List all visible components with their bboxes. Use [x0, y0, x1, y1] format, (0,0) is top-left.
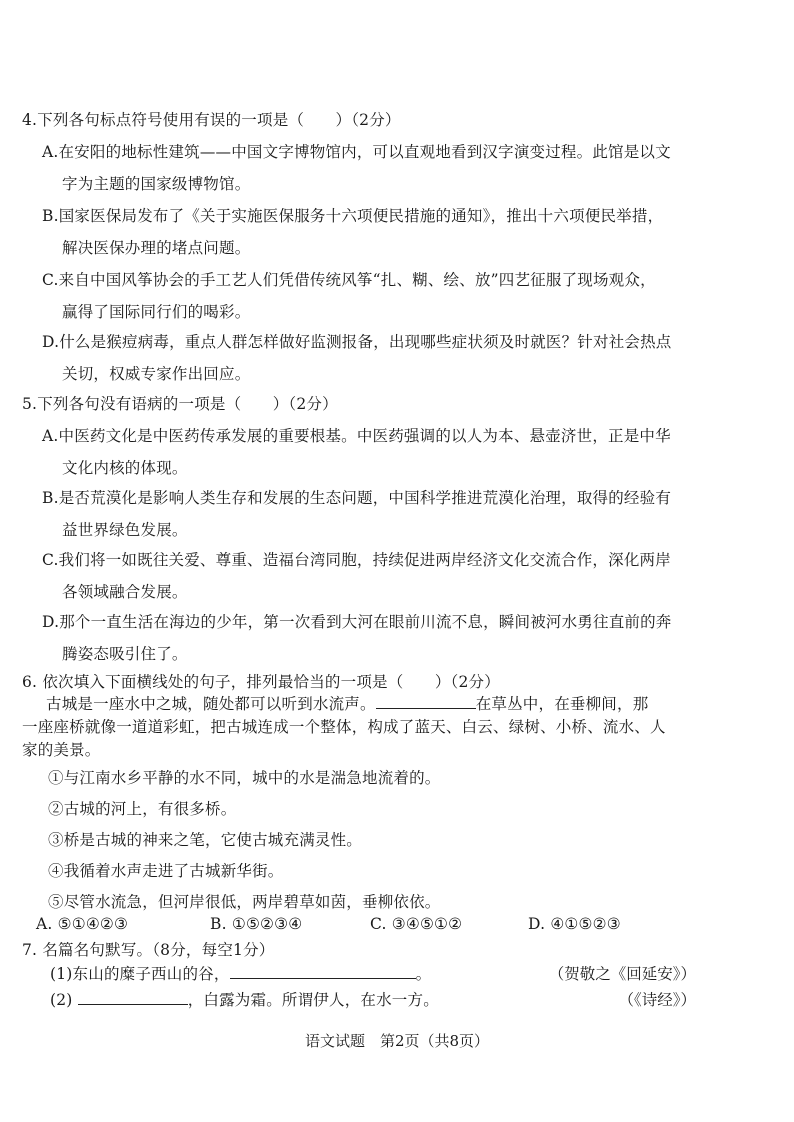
q7-blank-1[interactable] [230, 964, 416, 979]
q4-option-a-line1: A.在安阳的地标性建筑——中国文字博物馆内，可以直观地看到汉字演变过程。此馆是以文 [42, 143, 671, 161]
q4-stem: 4.下列各句标点符号使用有误的一项是（ ）（2分） [22, 111, 401, 129]
q6-passage-text-b: 在草丛中，在垂柳间，那 [475, 695, 649, 713]
q7-line1-source: （贺敬之《回延安》） [548, 965, 696, 983]
q6-option-d: D. ④①⑤②③ [528, 915, 621, 933]
q6-passage-text-a: 古城是一座水中之城，随处都可以听到水流声。 [46, 695, 376, 713]
q6-passage-line1 [46, 692, 648, 714]
q5-option-b-line1: B.是否荒漠化是影响人类生存和发展的生态问题，中国科学推进荒漠化治理，取得的经验有 [42, 489, 672, 507]
q4-option-b-line2: 解决医保办理的堵点问题。 [62, 239, 251, 257]
q7-line1 [50, 962, 431, 984]
q6-option-a: A. ⑤①④②③ [36, 915, 129, 933]
q6-option-b: B. ①⑤②③④ [210, 915, 303, 933]
q7-line1-suffix: 。 [415, 965, 432, 983]
q5-option-d-line1: D.那个一直生活在海边的少年，第一次看到大河在眼前川流不息，瞬间被河水勇往直前的奔 [42, 613, 672, 631]
q5-option-c-line2: 各领域融合发展。 [62, 583, 188, 601]
q4-option-a-line2: 字为主题的国家级博物馆。 [62, 175, 251, 193]
q4-option-d-line2: 关切，权威专家作出回应。 [62, 365, 251, 383]
q7-line2-suffix: ，白露为霜。所谓伊人，在水一方。 [187, 991, 439, 1009]
q6-sentence-2: ②古城的河上，有很多桥。 [48, 800, 237, 818]
q6-sentence-1: ①与江南水乡平静的水不同，城中的水是湍急地流着的。 [48, 769, 441, 787]
q6-passage-line3: 家的美景。 [22, 741, 101, 759]
q7-line2-source: （《诗经》） [618, 991, 696, 1009]
q5-option-d-line2: 腾姿态吸引住了。 [62, 645, 188, 663]
q7-line1-prefix: (1)东山的糜子西山的谷， [50, 965, 230, 983]
q7-stem: 7. 名篇名句默写。（8分，每空1分） [22, 941, 275, 959]
q5-option-b-line2: 益世界绿色发展。 [62, 521, 188, 539]
q5-option-a-line2: 文化内核的体现。 [62, 459, 188, 477]
q6-sentence-5: ⑤尽管水流急，但河岸很低，两岸碧草如茵，垂柳依依。 [48, 893, 441, 911]
page-footer: 语文试题 第2页（共8页） [304, 1032, 490, 1050]
q4-option-c-line1: C.来自中国风筝协会的手工艺人们凭借传统风筝“扎、糊、绘、放”四艺征服了现场观众， [42, 271, 656, 289]
q6-passage-line2: 一座座桥就像一道道彩虹，把古城连成一个整体，构成了蓝天、白云、绿树、小桥、流水、人 [22, 718, 666, 736]
q6-sentence-3: ③桥是古城的神来之笔，它使古城充满灵性。 [48, 831, 363, 849]
q4-option-d-line1: D.什么是猴痘病毒，重点人群怎样做好监测报备，出现哪些症状须及时就医？针对社会热点 [42, 333, 672, 351]
q4-option-c-line2: 赢得了国际同行们的喝彩。 [62, 303, 251, 321]
q6-option-c: C. ③④⑤①② [370, 915, 463, 933]
q7-line2 [50, 988, 439, 1010]
q4-option-b-line1: B.国家医保局发布了《关于实施医保服务十六项便民措施的通知》，推出十六项便民举措， [42, 207, 664, 225]
q5-stem: 5.下列各句没有语病的一项是（ ）（2分） [22, 395, 338, 413]
q5-option-c-line1: C.我们将一如既往关爱、尊重、造福台湾同胞，持续促进两岸经济文化交流合作，深化两岸 [42, 551, 671, 569]
q6-sentence-4: ④我循着水声走进了古城新华街。 [48, 862, 284, 880]
q7-blank-2[interactable] [78, 990, 188, 1005]
q5-option-a-line1: A.中医药文化是中医药传承发展的重要根基。中医药强调的以人为本、悬壶济世，正是中华 [42, 427, 671, 445]
q6-answer-blank[interactable] [376, 694, 476, 709]
q6-stem: 6. 依次填入下面横线处的句子，排列最恰当的一项是（ ）（2分） [22, 673, 500, 691]
q7-line2-prefix: (2) [50, 991, 78, 1009]
